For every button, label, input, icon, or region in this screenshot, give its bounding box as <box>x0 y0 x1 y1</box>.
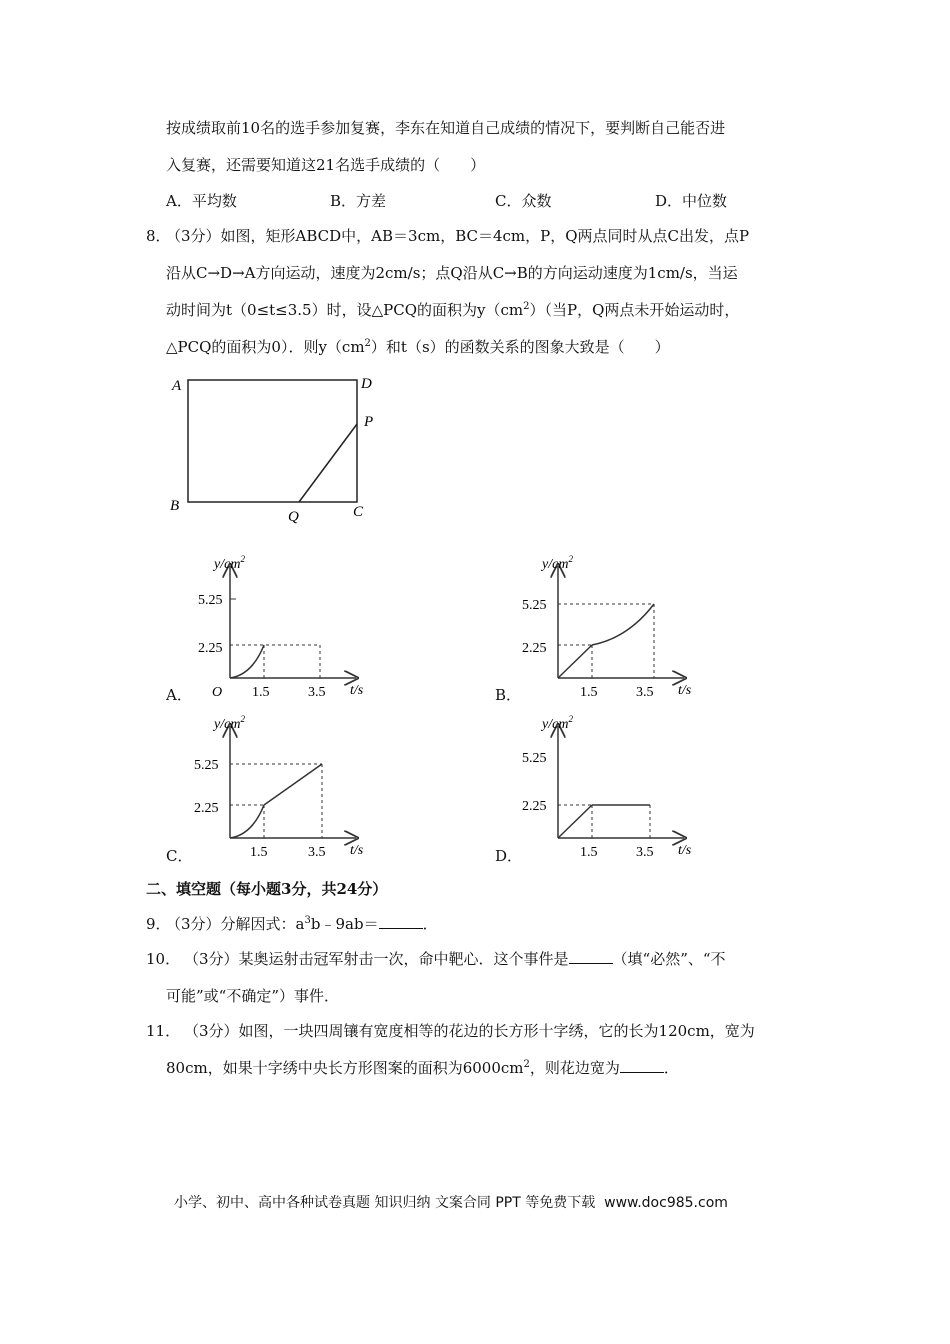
tick-y-225: 2.25 <box>522 641 547 656</box>
y-axis-label: $y/cm^2$ <box>542 554 573 572</box>
q10-answer-blank[interactable] <box>569 949 613 964</box>
graph-a <box>190 550 380 700</box>
q7-choice-d: D．中位数 <box>655 192 728 210</box>
q8-line-1: （3分）如图，矩形ABCD中，AB＝3cm，BC＝4cm，P，Q两点同时从点C出发，点P <box>166 227 750 245</box>
tick-y-525: 5.25 <box>194 758 219 773</box>
tick-y-525: 5.25 <box>522 751 547 766</box>
option-d-label: D． <box>495 847 523 865</box>
graph-d <box>518 710 708 860</box>
q11-part-a: 80cm，如果十字绣中央长方形图案的面积为6000cm <box>166 1059 524 1077</box>
graph-b <box>518 550 708 700</box>
q9-superscript: 3 <box>304 915 311 926</box>
segment-pq <box>299 424 357 502</box>
tick-y-525: 5.25 <box>522 598 547 613</box>
tick-x-35: 3.5 <box>636 685 654 700</box>
q8-line-3 <box>166 300 739 320</box>
option-b-label: B． <box>495 686 522 704</box>
x-axis-label: t/s <box>350 683 364 698</box>
q9-part-b: b﹣9ab＝ <box>310 915 379 933</box>
q9-end: ． <box>422 915 438 933</box>
q11-number: 11． <box>146 1022 181 1040</box>
q10-line-2: 可能”或“不确定”）事件． <box>166 987 340 1005</box>
label-d: D <box>361 376 372 392</box>
q8-line-4 <box>166 337 670 357</box>
rectangle-figure <box>160 368 390 528</box>
q11-line-2 <box>166 1058 679 1078</box>
line-segment <box>558 645 592 678</box>
q11-answer-blank[interactable] <box>620 1058 664 1073</box>
x-axis-label: t/s <box>350 843 364 858</box>
q7-choice-b: B．方差 <box>330 192 387 210</box>
y-axis-label: $y/cm^2$ <box>542 714 573 732</box>
q8-line-4-part-b: ）和t（s）的函数关系的图象大致是（ ） <box>370 338 670 356</box>
tick-x-15: 1.5 <box>580 685 598 700</box>
tick-x-15: 1.5 <box>250 845 268 860</box>
q8-line-2: 沿从C→D→A方向运动，速度为2cm/s；点Q沿从C→B的方向运动速度为1cm/s，当运 <box>166 264 738 282</box>
x-axis-label: t/s <box>678 843 692 858</box>
tick-x-35: 3.5 <box>308 845 326 860</box>
q7-choice-c: C．众数 <box>495 192 552 210</box>
tick-x-35: 3.5 <box>308 685 326 700</box>
y-axis-label: $y/cm^2$ <box>214 554 245 572</box>
section-2-title: 二、填空题（每小题3分，共24分） <box>146 880 388 898</box>
q11-superscript: 2 <box>523 1059 530 1070</box>
q7-line-1: 按成绩取前10名的选手参加复赛，李东在知道自己成绩的情况下，要判断自己能否进 <box>166 119 726 137</box>
curve <box>230 805 264 838</box>
label-c: C <box>353 504 364 520</box>
q10-part-a: （3分）某奥运射击冠军射击一次，命中靶心．这个事件是 <box>184 950 569 968</box>
q8-line-4-part-a: △PCQ的面积为0）．则y（cm <box>166 338 365 356</box>
option-c-label: C． <box>166 847 193 865</box>
label-p: P <box>364 414 374 430</box>
label-a: A <box>172 378 182 394</box>
tick-y-225: 2.25 <box>522 799 547 814</box>
q10-number: 10． <box>146 950 181 968</box>
y-axis-label: $y/cm^2$ <box>214 714 245 732</box>
footer-link[interactable]: www.doc985.com <box>604 1195 728 1211</box>
q10-part-b: （填“必然”、“不 <box>612 950 726 968</box>
q8-number: 8． <box>146 227 171 245</box>
option-a-label: A． <box>166 686 192 704</box>
footer <box>174 1192 728 1212</box>
rectangle-abcd <box>188 380 357 502</box>
q8-line-3-superscript: 2 <box>523 301 530 312</box>
q9-line <box>166 914 438 934</box>
line-segment-rise <box>558 805 592 838</box>
q11-end: ． <box>663 1059 679 1077</box>
q10-line-1 <box>184 949 726 969</box>
tick-x-15: 1.5 <box>580 845 598 860</box>
tick-x-15: 1.5 <box>252 685 270 700</box>
q11-part-b: ，则花边宽为 <box>529 1059 620 1077</box>
q9-number: 9． <box>146 915 171 933</box>
q8-line-4-superscript: 2 <box>364 338 371 349</box>
curve <box>230 645 264 678</box>
line-segment <box>264 764 322 805</box>
q7-line-2: 入复赛，还需要知道这21名选手成绩的（ ） <box>166 156 486 174</box>
x-axis-label: t/s <box>678 683 692 698</box>
q11-line-1: （3分）如图，一块四周镶有宽度相等的花边的长方形十字绣，它的长为120cm，宽为 <box>184 1022 755 1040</box>
tick-y-225: 2.25 <box>198 641 223 656</box>
tick-x-35: 3.5 <box>636 845 654 860</box>
tick-y-525: 5.25 <box>198 593 223 608</box>
q9-answer-blank[interactable] <box>379 914 423 929</box>
label-b: B <box>170 498 180 514</box>
q9-part-a: （3分）分解因式：a <box>166 915 305 933</box>
origin-label: O <box>212 685 223 700</box>
q8-line-3-part-a: 动时间为t（0≤t≤3.5）时，设△PCQ的面积为y（cm <box>166 301 524 319</box>
curve <box>592 604 654 645</box>
graph-c <box>190 710 380 860</box>
label-q: Q <box>288 509 299 525</box>
footer-text: 小学、初中、高中各种试卷真题 知识归纳 文案合同 PPT 等免费下载 <box>174 1195 596 1211</box>
q7-choice-a: A．平均数 <box>166 192 237 210</box>
tick-y-225: 2.25 <box>194 801 219 816</box>
q8-line-3-part-b: ）（当P，Q两点未开始运动时， <box>529 301 740 319</box>
